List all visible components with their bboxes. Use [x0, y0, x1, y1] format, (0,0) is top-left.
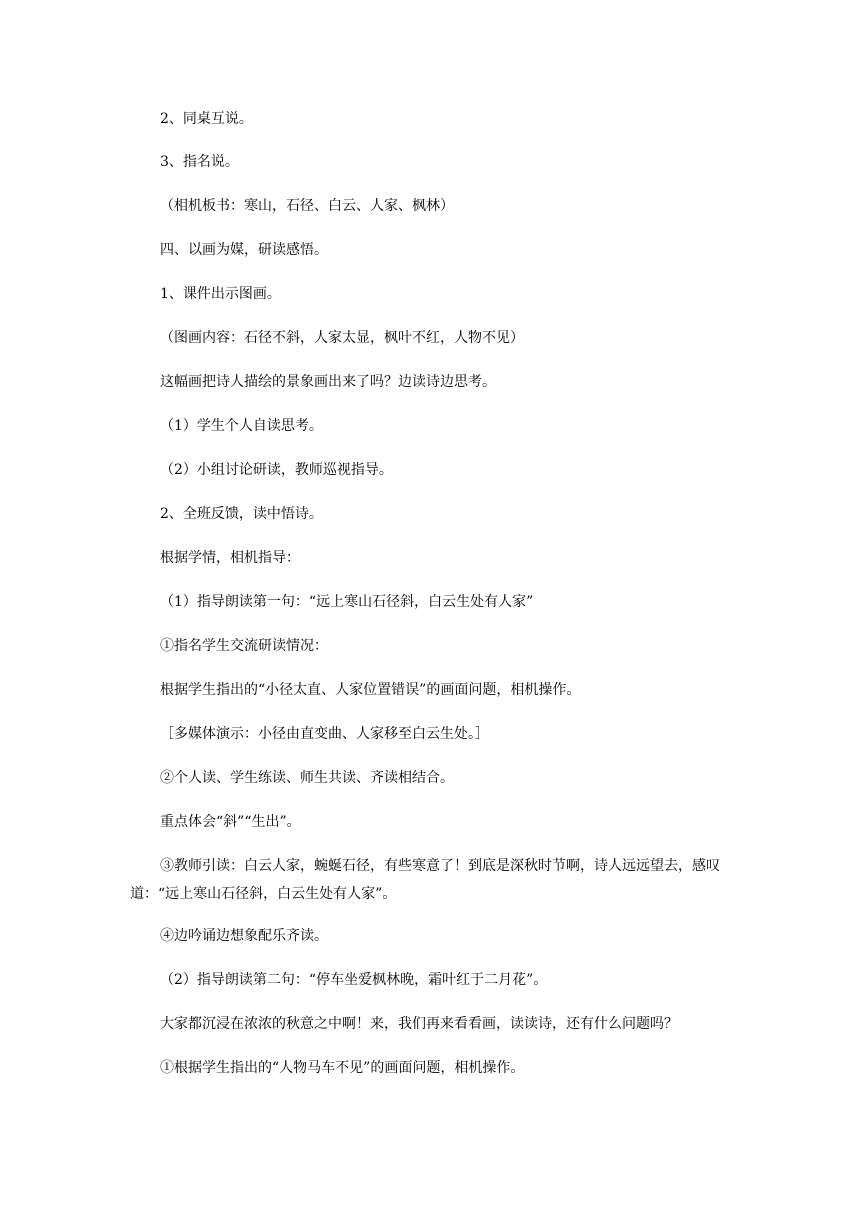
paragraph: （图画内容：石径不斜，人家太显，枫叶不红，人物不见）: [160, 330, 524, 346]
paragraph: 根据学情，相机指导：: [160, 550, 300, 566]
paragraph: （1）指导朗读第一句：“远上寒山石径斜，白云生处有人家”: [160, 594, 534, 610]
section-heading: 四、以画为媒，研读感悟。: [160, 242, 328, 258]
paragraph: （2）指导朗读第二句：“停车坐爱枫林晚，霜叶红于二月花”。: [160, 972, 548, 988]
paragraph: 这幅画把诗人描绘的景象画出来了吗？边读诗边思考。: [160, 374, 496, 390]
paragraph: 1、课件出示图画。: [160, 286, 281, 302]
paragraph: 根据学生指出的“小径太直、人家位置错误”的画面问题，相机操作。: [160, 682, 581, 698]
paragraph: 重点体会“斜”“生出”。: [160, 814, 301, 830]
paragraph: 2、全班反馈，读中悟诗。: [160, 506, 323, 522]
paragraph: ④边吟诵边想象配乐齐读。: [160, 928, 328, 944]
paragraph: （2）小组讨论研读，教师巡视指导。: [160, 462, 393, 478]
paragraph: ①根据学生指出的“人物马车不见”的画面问题，相机操作。: [160, 1060, 525, 1076]
paragraph: 2、同桌互说。: [160, 111, 253, 127]
paragraph: ［多媒体演示：小径由直变曲、人家移至白云生处。］: [160, 726, 489, 742]
paragraph: 3、指名说。: [160, 154, 239, 170]
paragraph: ③教师引读：白云人家，蜿蜒石径，有些寒意了！到底是深秋时节啊，诗人远远望去，感叹道：“远上寒山石径斜，白云生处有人家”。: [130, 858, 720, 902]
paragraph: （1）学生个人自读思考。: [160, 418, 323, 434]
paragraph: ①指名学生交流研读情况：: [160, 638, 328, 654]
paragraph: ②个人读、学生练读、师生共读、齐读相结合。: [160, 770, 454, 786]
paragraph: （相机板书：寒山，石径、白云、人家、枫林）: [160, 198, 454, 214]
paragraph: 大家都沉浸在浓浓的秋意之中啊！来，我们再来看看画，读读诗，还有什么问题吗？: [160, 1016, 678, 1032]
